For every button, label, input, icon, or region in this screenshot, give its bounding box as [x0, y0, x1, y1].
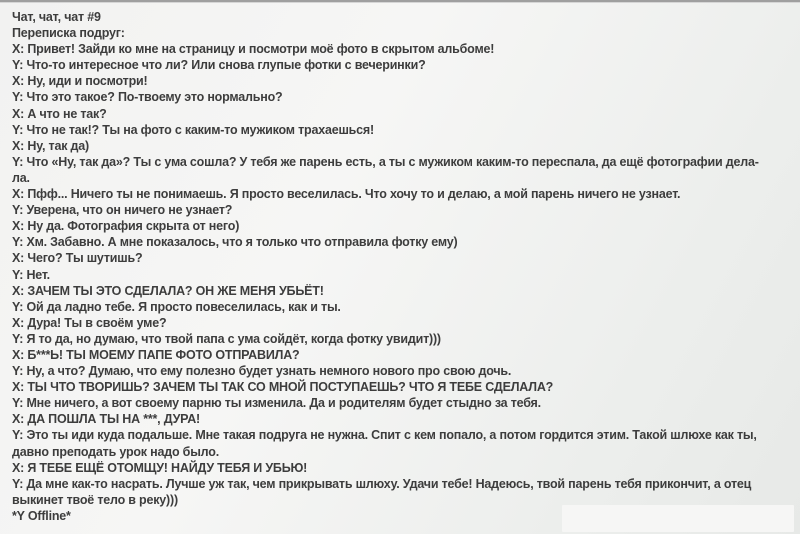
chat-line: Чат, чат, чат #9 [12, 10, 101, 24]
chat-line: Y: Да мне как-то насрать. Лучше уж так, чем прикрывать шлюху. Удачи тебе! Надеюсь, твой парень тебя прикончит, а отец [12, 476, 752, 491]
chat-line: Y: Ой да ладно тебе. Я просто повеселилась, как и ты. [12, 299, 341, 314]
chat-line: Y: Что-то интересное что ли? Или снова глупые фотки с вечеринки? [12, 58, 426, 73]
chat-line: ла. [12, 170, 30, 185]
chat-line: *Y Offline* [12, 508, 71, 523]
chat-line: Y: Ну, а что? Думаю, что ему полезно будет узнать немного нового про свою дочь. [12, 364, 512, 379]
chat-line: Y: Что «Ну, так да»? Ты с ума сошла? У тебя же парень есть, а ты с мужиком каким-то переспала, да ещё фотографии дела- [12, 154, 759, 169]
chat-line: Y: Хм. Забавно. А мне показалось, что я только что отправила фотку ему) [12, 235, 458, 250]
chat-line: X: ЗАЧЕМ ТЫ ЭТО СДЕЛАЛА? ОН ЖЕ МЕНЯ УБЬЁТ! [12, 283, 324, 298]
chat-line: выкинет твоё тело в реку))) [12, 492, 178, 507]
chat-line: X: ТЫ ЧТО ТВОРИШЬ? ЗАЧЕМ ТЫ ТАК СО МНОЙ ПОСТУПАЕШЬ? ЧТО Я ТЕБЕ СДЕЛАЛА? [12, 380, 554, 395]
chat-line: давно преподать урок надо было. [12, 444, 219, 459]
chat-line: Y: Это ты иди куда подальше. Мне такая подруга не нужна. Спит с кем попало, а потом гордится этим. Такой шлюхе как ты, [12, 428, 757, 443]
chat-line: X: Б***Ь! ТЫ МОЕМУ ПАПЕ ФОТО ОТПРАВИЛА? [12, 347, 300, 362]
chat-line: X: Пфф... Ничего ты не понимаешь. Я просто веселилась. Что хочу то и делаю, а мой парень ничего не узнает. [12, 187, 681, 202]
chat-line: Y: Нет. [12, 267, 50, 282]
chat-line: X: Ну да. Фотография скрыта от него) [12, 219, 240, 234]
chat-line: Y: Я то да, но думаю, что твой папа с ума сойдёт, когда фотку увидит))) [12, 331, 441, 346]
chat-line: Y: Что не так!? Ты на фото с каким-то мужиком трахаешься! [12, 122, 374, 137]
chat-line: X: Чего? Ты шутишь? [12, 251, 143, 266]
chat-line: X: ДА ПОШЛА ТЫ НА ***, ДУРА! [12, 412, 200, 427]
chat-line: X: Ну, так да) [12, 138, 90, 153]
chat-line: X: А что не так? [12, 106, 107, 121]
page-top-border [0, 0, 800, 3]
chat-line: X: Привет! Зайди ко мне на страницу и посмотри моё фото в скрытом альбоме! [12, 42, 495, 57]
chat-line: Y: Уверена, что он ничего не узнает? [12, 203, 233, 218]
chat-line: Переписка подруг: [12, 26, 125, 41]
chat-line: X: Я ТЕБЕ ЕЩЁ ОТОМЩУ! НАЙДУ ТЕБЯ И УБЬЮ! [12, 460, 308, 475]
chat-line: X: Ну, иди и посмотри! [12, 74, 148, 89]
chat-line: Y: Мне ничего, а вот своему парню ты изменила. Да и родителям будет стыдно за тебя. [12, 396, 541, 411]
chat-transcript [12, 9, 794, 524]
chat-line: X: Дура! Ты в своём уме? [12, 315, 167, 330]
removed-watermark-patch [562, 505, 794, 532]
chat-line: Y: Что это такое? По-твоему это нормально? [12, 90, 283, 105]
